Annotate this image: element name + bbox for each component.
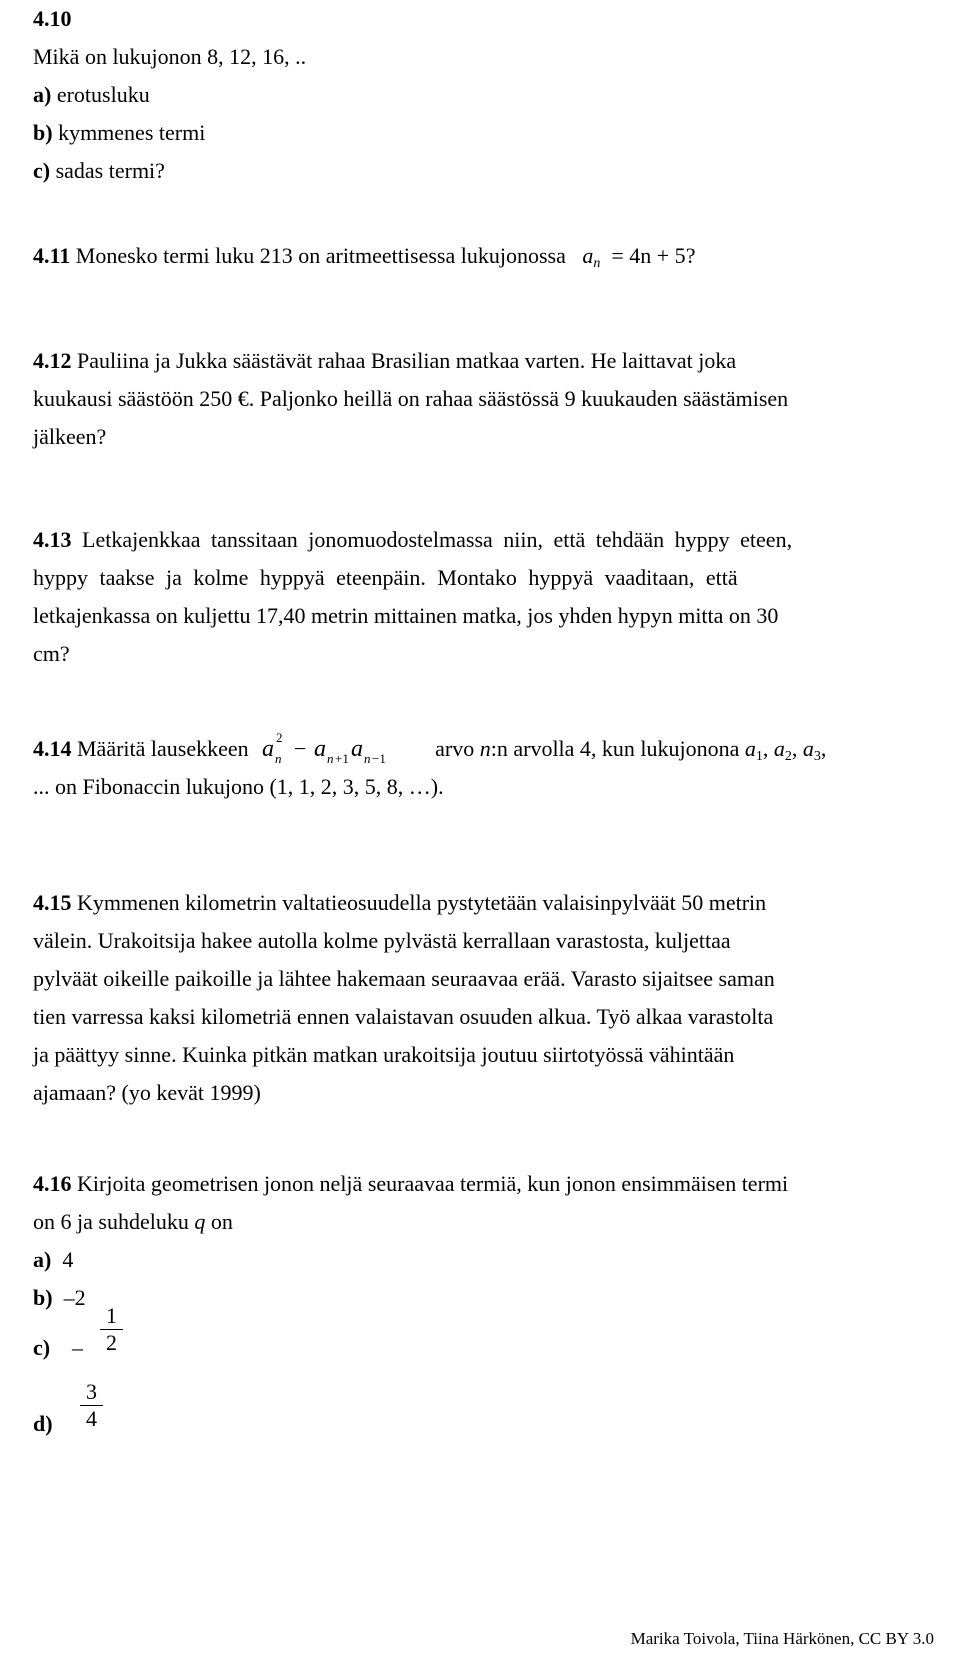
exercise-number: 4.16	[33, 1171, 72, 1196]
exercise-number: 4.11	[33, 243, 71, 268]
exercise-number: 4.10	[33, 6, 72, 31]
svg-text:a: a	[313, 736, 326, 762]
exercise-4-11: 4.11 Monesko termi luku 213 on aritmeettisessa lukujonossa $a_n = 4n + 5$?	[33, 237, 923, 275]
exercise-4-15: 4.15 Kymmenen kilometrin valtatieosuudella pystytetään valaisinpylväät 50 metrin välein. Urakoitsija hakee autolla kolme pylvästä kerrallaan varastosta, kuljettaa pylväät oikeille paikoille ja lähtee hakemaan seuraavaa erää. Varasto sijaitsee saman tien varressa kaksi kilometriä ennen valaistavan osuuden alkua. Työ alkaa varastolta ja päättyy sinne. Kuinka pitkän matkan urakoitsija joutuu siirtotyössä vähintään ajamaan? (yo kevät 1999)	[33, 890, 775, 1105]
svg-text:a: a	[261, 736, 274, 762]
svg-text:+1: +1	[334, 751, 349, 766]
exercise-number: 4.15	[33, 890, 72, 915]
fraction: $\frac{3}{4}$	[80, 1379, 103, 1432]
fraction: $\frac{1}{2}$	[100, 1303, 123, 1356]
exercise-number: 4.12	[33, 348, 72, 373]
formula-graphic	[260, 730, 430, 768]
formula: $a_n = 4n + 5$	[582, 243, 686, 271]
exercise-4-10	[33, 0, 923, 190]
list-item: b) –2	[33, 1285, 86, 1310]
svg-text:−: −	[293, 736, 307, 761]
list-item: c) sadas termi?	[33, 158, 165, 183]
svg-text:n: n	[363, 751, 371, 766]
list-item: a) erotusluku	[33, 82, 150, 107]
exercise-4-14: 4.14 Määritä lausekkeen a n 2 − a n +1 a n −1 arvo n:n arvolla 4, kun lukujonona $a_1$, $a_2$, $a_3$, ... on Fibonaccin lukujono (1, 1, 2, 3, 5, 8, …).	[33, 730, 827, 799]
list-item: c)	[33, 1335, 51, 1360]
exercise-question: Mikä on lukujonon 8, 12, 16, ..	[33, 44, 307, 69]
svg-text:n: n	[274, 751, 282, 766]
svg-text:−1: −1	[371, 751, 386, 766]
exercise-4-13: 4.13 Letkajenkkaa tanssitaan jonomuodostelmassa niin, että tehdään hyppy eteen, hyppy taakse ja kolme hyppyä eteenpäin. Montako hyppyä vaaditaan, että letkajenkassa on kuljettu 17,40 metrin mittainen matka, jos yhden hypyn mitta on 30 cm?	[33, 527, 793, 666]
exercise-4-12: 4.12 Pauliina ja Jukka säästävät rahaa Brasilian matkaa varten. He laittavat joka kuukausi säästöön 250 €. Paljonko heillä on rahaa säästössä 9 kuukauden säästämisen jälkeen?	[33, 348, 789, 449]
exercise-4-16: 4.16 Kirjoita geometrisen jonon neljä seuraavaa termiä, kun jonon ensimmäisen termi on 6 ja suhdeluku q on	[33, 1171, 789, 1234]
list-item: b) kymmenes termi	[33, 120, 206, 145]
list-item: d)	[33, 1411, 53, 1436]
svg-text:a: a	[350, 736, 363, 762]
svg-text:2: 2	[275, 730, 283, 745]
formula	[260, 730, 430, 768]
minus-sign: –	[72, 1335, 83, 1360]
page-footer: Marika Toivola, Tiina Härkönen, CC BY 3.0	[630, 1629, 934, 1648]
exercise-text: Monesko termi luku 213 on aritmeettisessa lukujonossa	[75, 243, 566, 268]
svg-text:n: n	[326, 751, 334, 766]
list-item: a) 4	[33, 1247, 74, 1272]
exercise-number: 4.14	[33, 736, 72, 761]
exercise-number: 4.13	[33, 527, 72, 552]
